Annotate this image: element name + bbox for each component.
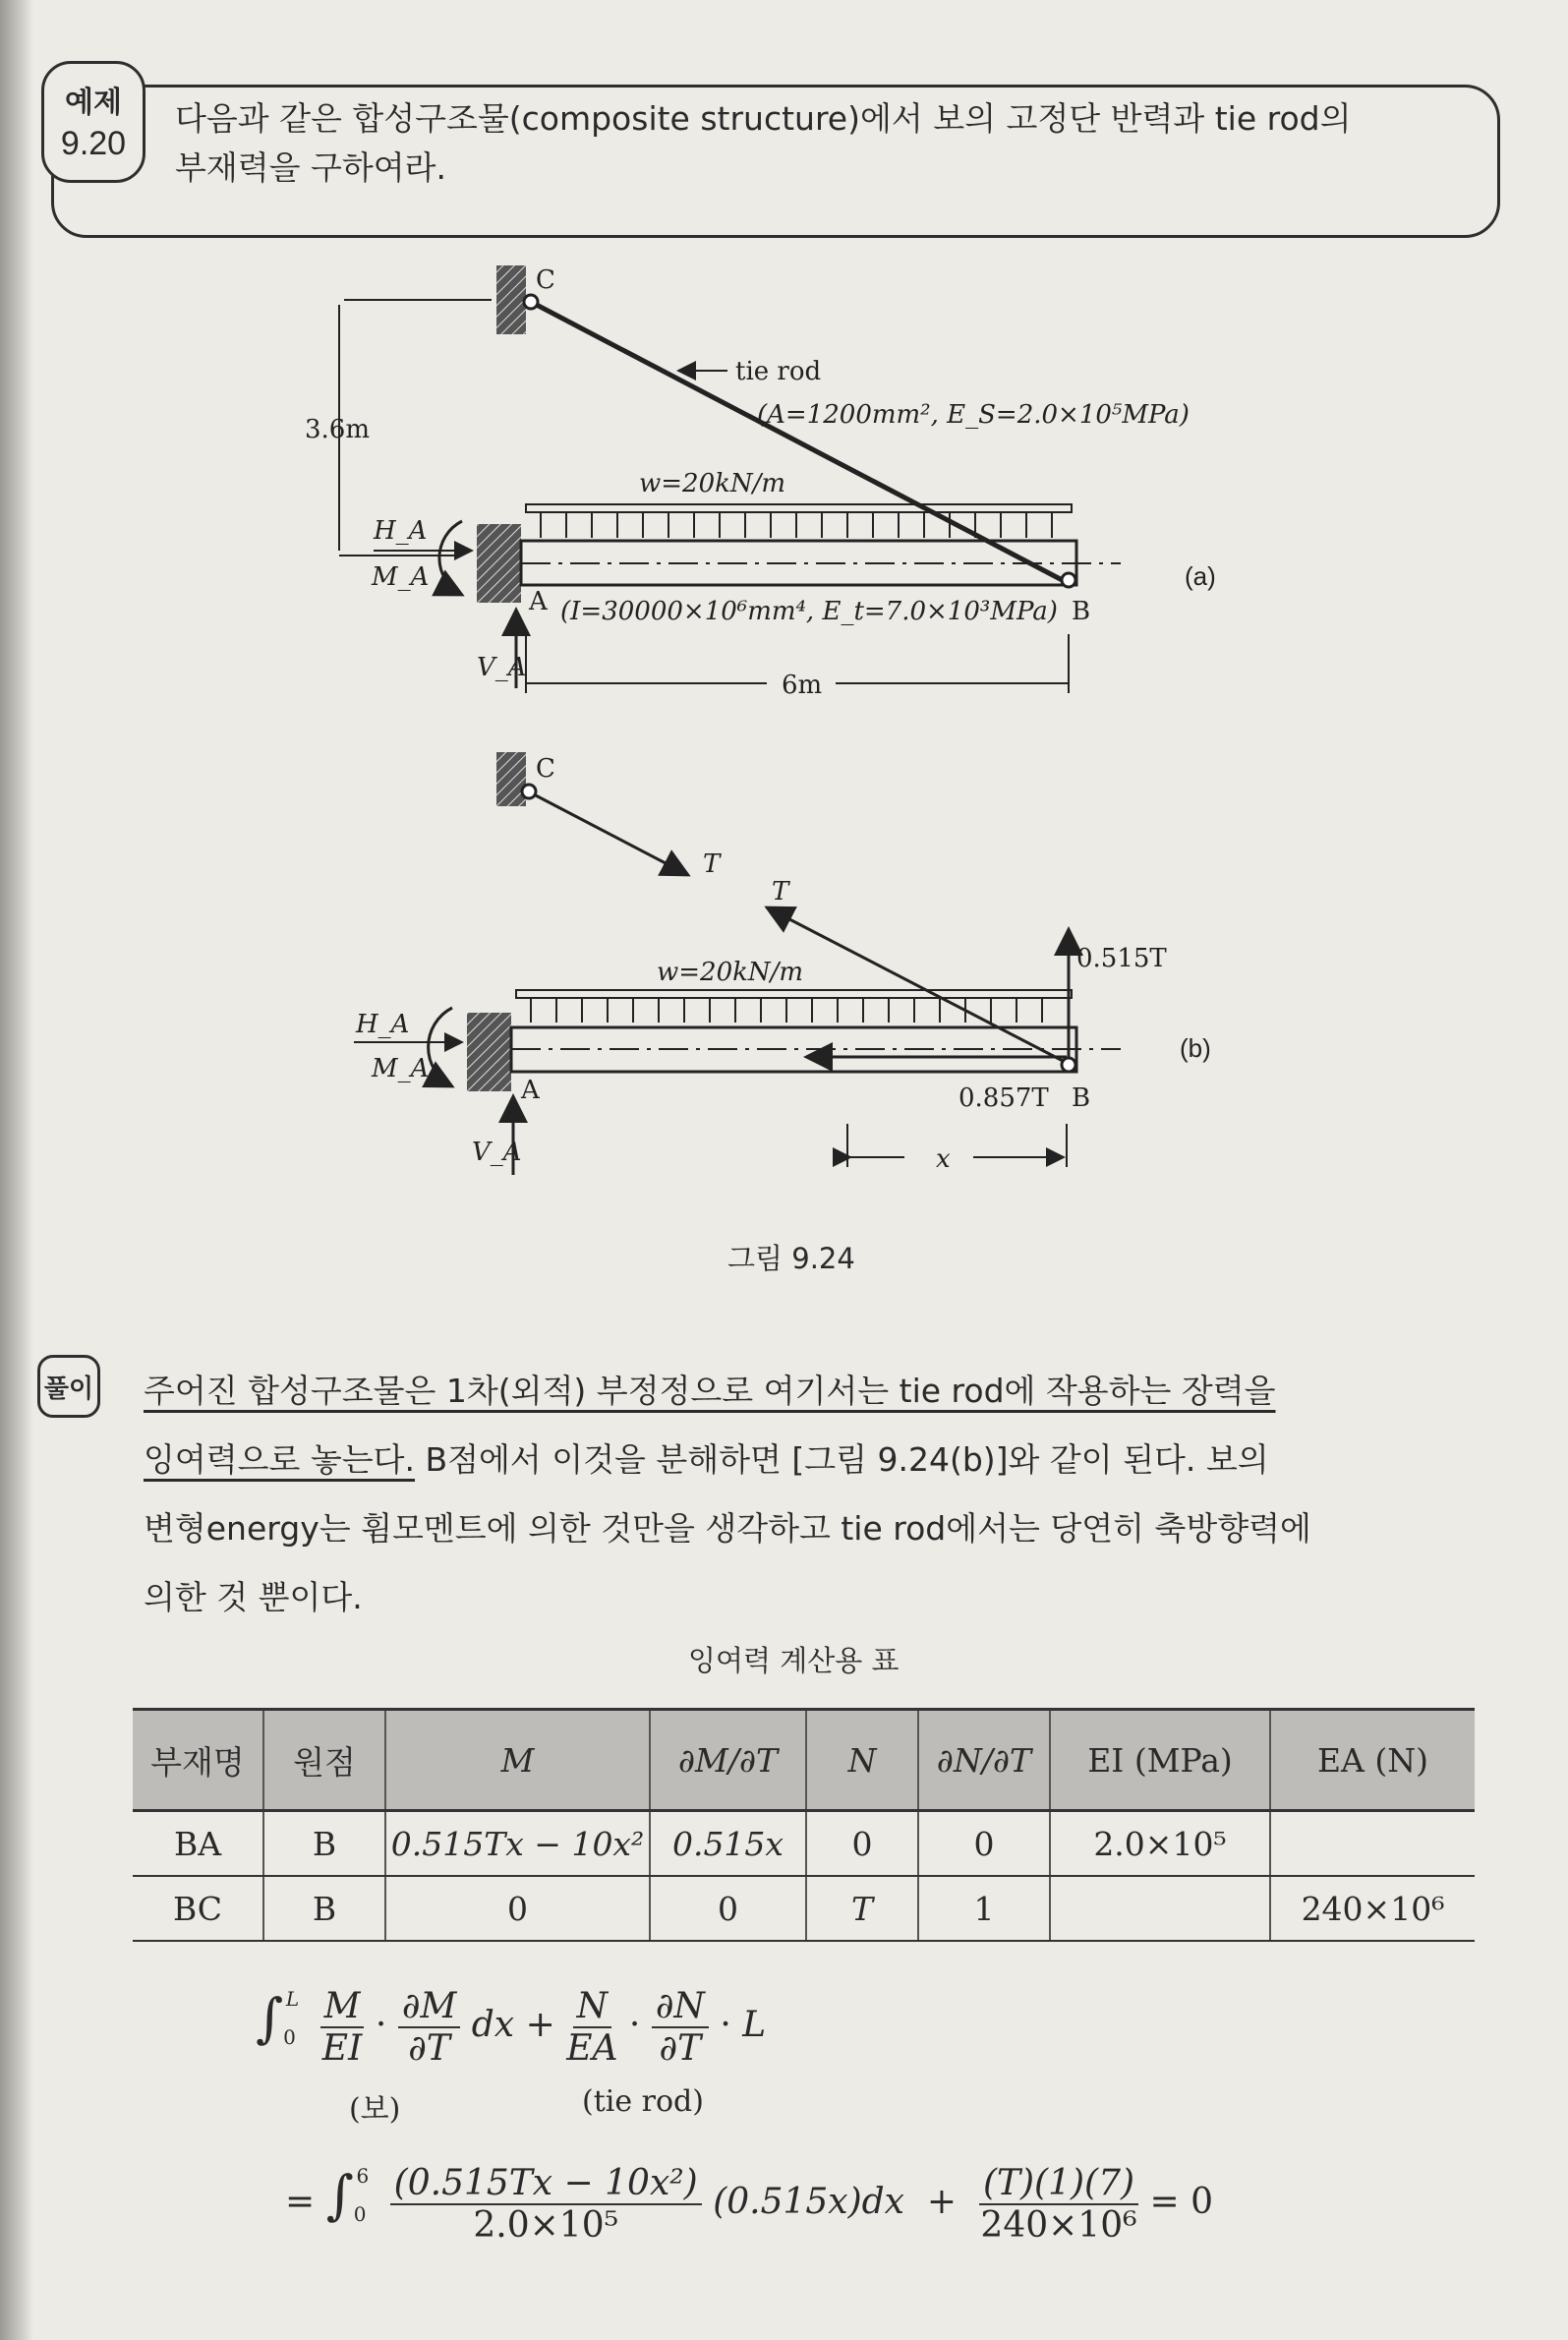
fig-b-label-c: C	[536, 754, 555, 784]
solution-badge: 풀이	[37, 1355, 100, 1418]
fig-b-load-arrows	[531, 998, 1042, 1023]
eq2-end: = 0	[1149, 2182, 1213, 2222]
problem-statement	[175, 94, 1492, 193]
cell: B	[263, 1876, 385, 1941]
figure-b	[354, 752, 1211, 1175]
eq1-ea: EA	[566, 2028, 618, 2069]
fig-b-label-b: B	[1072, 1083, 1091, 1113]
table-header-row	[133, 1710, 1475, 1811]
hinge-b-a	[1062, 573, 1075, 587]
solution-text	[144, 1357, 1481, 1632]
fig-b-horiz-force: 0.857T	[958, 1083, 1049, 1113]
fig-a-label-c: C	[536, 265, 555, 295]
header-dn-dt: ∂N/∂T	[918, 1710, 1050, 1811]
cell: 0	[918, 1811, 1050, 1877]
fig-b-hinge-b	[1062, 1058, 1075, 1072]
fig-b-hinge-c	[522, 785, 536, 798]
header-m: M	[385, 1710, 650, 1811]
fig-b-va: V_A	[472, 1138, 522, 1167]
cell	[1270, 1811, 1475, 1877]
header-ei: EI (MPa)	[1050, 1710, 1270, 1811]
fig-b-vert-force: 0.515T	[1076, 944, 1167, 973]
cell: 0	[806, 1811, 918, 1877]
redundant-force-table	[133, 1708, 1475, 1942]
eq2-num2: (T)(1)(7)	[979, 2163, 1138, 2205]
fig-a-ha: H_A	[374, 516, 428, 546]
fig-a-beam	[521, 541, 1076, 585]
eq2-den2: 240×10⁶	[980, 2205, 1137, 2246]
eq1-label-beam: (보)	[349, 2092, 401, 2127]
figure-a	[305, 265, 1216, 700]
cell: T	[806, 1876, 918, 1941]
table-row	[133, 1876, 1475, 1941]
problem-line-1: 다음과 같은 합성구조물(composite structure)에서 보의 고정단 반력과 tie rod의	[175, 99, 1352, 138]
header-origin: 원점	[263, 1710, 385, 1811]
header-dm-dt: ∂M/∂T	[650, 1710, 806, 1811]
cell	[1050, 1876, 1270, 1941]
cell: B	[263, 1811, 385, 1877]
fig-b-support-c	[496, 752, 526, 806]
fig-a-load-label: w=20kN/m	[639, 469, 786, 498]
eq1-dm: ∂M	[398, 1986, 460, 2028]
eq1-dt2: ∂T	[659, 2028, 702, 2069]
eq1-ei: EI	[321, 2028, 363, 2069]
fig-b-support-a	[467, 1013, 511, 1091]
equation-2: = $\int_0^6$ $\frac{\text{(0.515Tx − 10x²)}}{\text{2.0×10⁵}}$ (0.515x)dx + $\frac{(T)(1)(7)}{\text{240×10⁶}}$ = 0	[285, 2163, 1213, 2246]
fig-a-height-label: 3.6m	[305, 415, 371, 444]
fig-a-moment-arrow	[439, 521, 462, 595]
eq2-den1: 2.0×10⁵	[473, 2205, 619, 2246]
eq1-m: M	[320, 1986, 365, 2028]
fig-b-t1: T	[703, 849, 721, 879]
fig-b-load-top	[516, 990, 1072, 998]
fig-a-tie-rod-label: tie rod	[735, 357, 822, 386]
tie-rod-line	[531, 302, 1072, 585]
example-badge-number: 9.20	[60, 125, 127, 162]
problem-line-2: 부재력을 구하여라.	[175, 148, 447, 187]
solution-line-2a: 잉여력으로 놓는다.	[144, 1440, 416, 1479]
fig-b-moment-arrow	[429, 1008, 452, 1086]
header-n: N	[806, 1710, 918, 1811]
solution-line-3: 변형energy는 휨모멘트에 의한 것만을 생각하고 tie rod에서는 당연히 축방향력에	[144, 1509, 1311, 1548]
table-row	[133, 1811, 1475, 1877]
cell: 0.515Tx − 10x²	[385, 1811, 650, 1877]
fig-b-t-arrow-1	[534, 794, 688, 875]
fig-a-va: V_A	[477, 653, 527, 682]
cell: 240×10⁶	[1270, 1876, 1475, 1941]
eq1-label-rod: (tie rod)	[582, 2084, 704, 2119]
fig-b-x: x	[936, 1144, 951, 1174]
fig-b-label-a: A	[521, 1076, 540, 1105]
hinge-c	[524, 295, 538, 309]
eq1-dt: ∂T	[408, 2028, 450, 2069]
fig-b-t2: T	[772, 877, 789, 907]
fig-b-load-label: w=20kN/m	[657, 958, 804, 987]
cell: 0	[650, 1876, 806, 1941]
cell: BC	[133, 1876, 263, 1941]
fig-a-span: 6m	[782, 671, 823, 700]
fig-b-t-arrow-2	[767, 907, 1065, 1062]
fig-a-load-arrows	[541, 512, 1052, 538]
eq2-mid: (0.515x)dx	[713, 2182, 904, 2222]
cell: 0.515x	[650, 1811, 806, 1877]
cell: BA	[133, 1811, 263, 1877]
example-badge	[41, 61, 145, 183]
fig-a-label-b: B	[1072, 597, 1091, 626]
cell: 0	[385, 1876, 650, 1941]
cell: 2.0×10⁵	[1050, 1811, 1270, 1877]
eq1-dn: ∂N	[652, 1986, 709, 2028]
header-member: 부재명	[133, 1710, 263, 1811]
eq1-n: N	[573, 1986, 612, 2028]
eq2-num1: (0.515Tx − 10x²)	[390, 2163, 702, 2205]
header-ea: EA (N)	[1270, 1710, 1475, 1811]
support-a-wall	[477, 524, 521, 603]
figure-caption: 그림 9.24	[727, 1242, 855, 1275]
figure-9-24	[295, 251, 1278, 1195]
cell: 1	[918, 1876, 1050, 1941]
fig-a-label-a: A	[529, 587, 548, 616]
book-spine-shadow	[0, 0, 33, 2340]
fig-a-tie-rod-props: (A=1200mm², E_S=2.0×10⁵MPa)	[757, 400, 1190, 430]
support-c-wall	[496, 265, 526, 334]
example-badge-word: 예제	[65, 86, 122, 120]
equation-1: $\int_0^L$ $\frac{M}{EI}$ · $\frac{\partial M}{\partial T}$ dx + $\frac{N}{EA}$ · $\frac{\partial N}{\partial T}$ · L	[256, 1986, 767, 2069]
fig-a-beam-props: (I=30000×10⁶mm⁴, E_t=7.0×10³MPa)	[560, 597, 1058, 626]
fig-b-ha: H_A	[356, 1010, 410, 1039]
fig-a-ma: M_A	[372, 562, 430, 592]
table-title: 잉여력 계산용 표	[688, 1644, 900, 1677]
fig-a-load-top	[526, 504, 1072, 512]
solution-line-4: 의한 것 뿐이다.	[144, 1578, 363, 1616]
solution-line-2b: B점에서 이것을 분해하면 [그림 9.24(b)]와 같이 된다. 보의	[415, 1440, 1269, 1479]
fig-b-ma: M_A	[372, 1054, 430, 1083]
fig-b-panel: (b)	[1180, 1033, 1211, 1063]
fig-a-panel: (a)	[1185, 561, 1216, 591]
solution-line-1: 주어진 합성구조물은 1차(외적) 부정정으로 여기서는 tie rod에 작용하는 장력을	[144, 1372, 1276, 1410]
